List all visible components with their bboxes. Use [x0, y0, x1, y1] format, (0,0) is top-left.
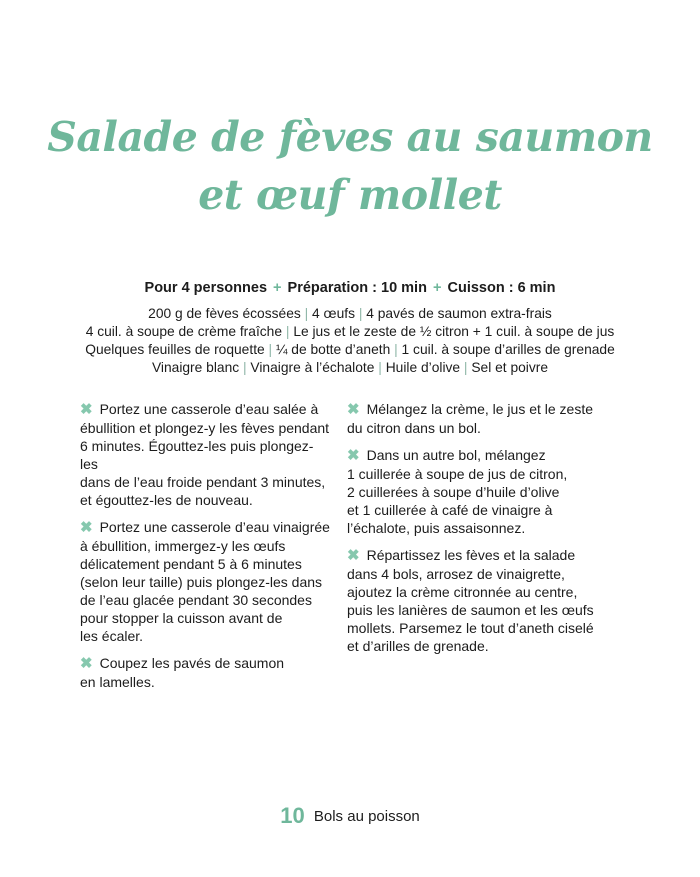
- step-line: Portez une casserole d’eau vinaigrée: [99, 519, 330, 535]
- step-line: (selon leur taille) puis plongez-les dans: [80, 574, 323, 590]
- ingredient-separator: |: [264, 342, 276, 357]
- prep-time: Préparation : 10 min: [287, 280, 427, 296]
- recipe-title: [0, 108, 700, 224]
- ingredient-item: Le jus et le zeste de ½ citron + 1 cuil. à soupe de jus: [293, 324, 615, 339]
- step-line: en lamelles.: [80, 674, 155, 690]
- cook-time: Cuisson : 6 min: [447, 280, 556, 296]
- step-line: et d’arilles de grenade.: [347, 638, 489, 654]
- recipe-step: [347, 400, 597, 437]
- step-line: pour stopper la cuisson avant de: [80, 610, 283, 626]
- recipe-step: [347, 546, 597, 655]
- step-line: Mélangez la crème, le jus et le zeste: [366, 401, 594, 417]
- recipe-step: [347, 446, 597, 537]
- step-line: Dans un autre bol, mélangez: [366, 447, 546, 463]
- ingredient-item: 4 cuil. à soupe de crème fraîche: [85, 324, 283, 339]
- step-line: et 1 cuillerée à café de vinaigre à: [347, 502, 553, 518]
- step-line: du citron dans un bol.: [347, 420, 481, 436]
- step-line: et égouttez-les de nouveau.: [80, 492, 253, 508]
- ingredient-separator: |: [354, 306, 367, 321]
- step-line: à ébullition, immergez-y les œufs: [80, 538, 286, 554]
- section-name: Bols au poisson: [313, 808, 420, 825]
- step-line: 2 cuillerées à soupe d’huile d’olive: [347, 484, 560, 500]
- step-line: dans 4 bols, arrosez de vinaigrette,: [347, 566, 565, 582]
- cross-bullet-icon: ✖: [80, 655, 93, 672]
- ingredient-item: Vinaigre blanc: [151, 360, 240, 375]
- ingredient-item: Vinaigre à l’échalote: [250, 360, 375, 375]
- step-line: puis les lanières de saumon et les œufs: [347, 602, 594, 618]
- ingredient-separator: |: [374, 360, 386, 375]
- ingredients-line: [0, 359, 700, 377]
- page-number: 10: [280, 803, 305, 828]
- ingredient-item: 1 cuil. à soupe d’arilles de grenade: [401, 342, 615, 357]
- ingredients-list: [0, 305, 700, 377]
- cross-bullet-icon: ✖: [347, 401, 360, 418]
- ingredient-separator: |: [282, 324, 294, 339]
- steps-column-right: [347, 400, 597, 664]
- ingredient-item: 200 g de fèves écossées: [148, 306, 301, 321]
- cross-bullet-icon: ✖: [347, 447, 360, 464]
- ingredient-item: Huile d’olive: [385, 360, 461, 375]
- plus-separator: +: [432, 280, 442, 296]
- ingredient-item: 4 pavés de saumon extra-frais: [366, 306, 552, 321]
- ingredient-item: 4 œufs: [312, 306, 355, 321]
- step-line: mollets. Parsemez le tout d’aneth ciselé: [347, 620, 594, 636]
- ingredient-item: Quelques feuilles de roquette: [85, 342, 265, 357]
- ingredients-line: [0, 323, 700, 341]
- servings: Pour 4 personnes: [144, 280, 268, 296]
- step-line: Coupez les pavés de saumon: [99, 655, 285, 671]
- step-line: ajoutez la crème citronnée au centre,: [347, 584, 578, 600]
- steps-column-left: [80, 400, 330, 700]
- step-line: Répartissez les fèves et la salade: [366, 547, 576, 563]
- ingredient-separator: |: [460, 360, 472, 375]
- ingredient-separator: |: [239, 360, 251, 375]
- cross-bullet-icon: ✖: [347, 547, 360, 564]
- ingredients-line: [0, 341, 700, 359]
- page-footer: [0, 803, 700, 829]
- ingredient-item: Sel et poivre: [471, 360, 549, 375]
- step-line: Portez une casserole d’eau salée à: [99, 401, 319, 417]
- ingredient-item: ¼ de botte d’aneth: [275, 342, 391, 357]
- cross-bullet-icon: ✖: [80, 519, 93, 536]
- recipe-title-line-2: et œuf mollet: [198, 171, 502, 219]
- step-line: dans de l’eau froide pendant 3 minutes,: [80, 474, 326, 490]
- step-line: de l’eau glacée pendant 30 secondes: [80, 592, 312, 608]
- step-line: délicatement pendant 5 à 6 minutes: [80, 556, 302, 572]
- step-line: 6 minutes. Égouttez-les puis plongez-les: [80, 438, 314, 472]
- step-line: l’échalote, puis assaisonnez.: [347, 520, 526, 536]
- ingredient-separator: |: [300, 306, 313, 321]
- recipe-step: [80, 654, 330, 691]
- recipe-step: [80, 400, 330, 509]
- step-line: ébullition et plongez-y les fèves pendant: [80, 420, 330, 436]
- cross-bullet-icon: ✖: [80, 401, 93, 418]
- step-line: les écaler.: [80, 628, 144, 644]
- ingredients-line: [0, 305, 700, 323]
- recipe-title-line-1: Salade de fèves au saumon: [47, 113, 653, 161]
- plus-separator: +: [273, 280, 282, 296]
- recipe-step: [80, 518, 330, 645]
- step-line: 1 cuillerée à soupe de jus de citron,: [347, 466, 568, 482]
- recipe-meta: [0, 280, 700, 296]
- ingredient-separator: |: [390, 342, 402, 357]
